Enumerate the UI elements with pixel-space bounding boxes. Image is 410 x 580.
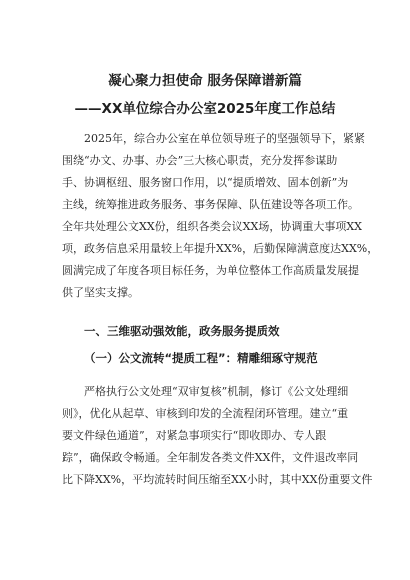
section-line: 严格执行公文处理“双审复核”机制，修订《公文处理细	[84, 385, 349, 398]
document-subtitle: ——XX单位综合办公室2025年度工作总结	[74, 101, 336, 117]
document-title: 凝心聚力担使命 服务保障谱新篇	[108, 73, 302, 89]
intro-line: 圆满完成了年度各项目标任务，为单位整体工作高质量发展提	[62, 264, 359, 277]
intro-line: 主线，统筹推进政务服务、事务保障、队伍建设等各项工作。	[62, 198, 359, 211]
section-line: 要文件绿色通道”，对紧急事项实行“即收即办、专人跟	[62, 429, 327, 442]
intro-line: 围绕“办文、办事、办会”三大核心职责，充分发挥参谋助	[62, 154, 338, 167]
section-line: 比下降XX%，平均流转时间压缩至XX小时，其中XX份重要文件	[62, 473, 373, 486]
section-line: 则》，优化从起草、审核到印发的全流程闭环管理。建立“重	[62, 407, 349, 420]
intro-line: 手、协调枢纽、服务窗口作用，以“提质增效、固本创新”为	[62, 176, 349, 189]
intro-line: 供了坚实支撑。	[62, 286, 139, 299]
subsection-heading: （一）公文流转“提质工程”：精雕细琢守规范	[84, 351, 318, 365]
intro-line: 项，政务信息采用量较上年提升XX%，后勤保障满意度达XX%，	[62, 242, 379, 255]
section-line: 踪”，确保政令畅通。全年制发各类文件XX件，文件退改率同	[62, 451, 359, 464]
intro-line: 2025年，综合办公室在单位领导班子的坚强领导下，紧紧	[84, 132, 365, 145]
intro-line: 全年共处理公文XX份，组织各类会议XX场，协调重大事项XX	[62, 220, 362, 233]
section-heading: 一、三维驱动强效能，政务服务提质效	[84, 324, 280, 338]
